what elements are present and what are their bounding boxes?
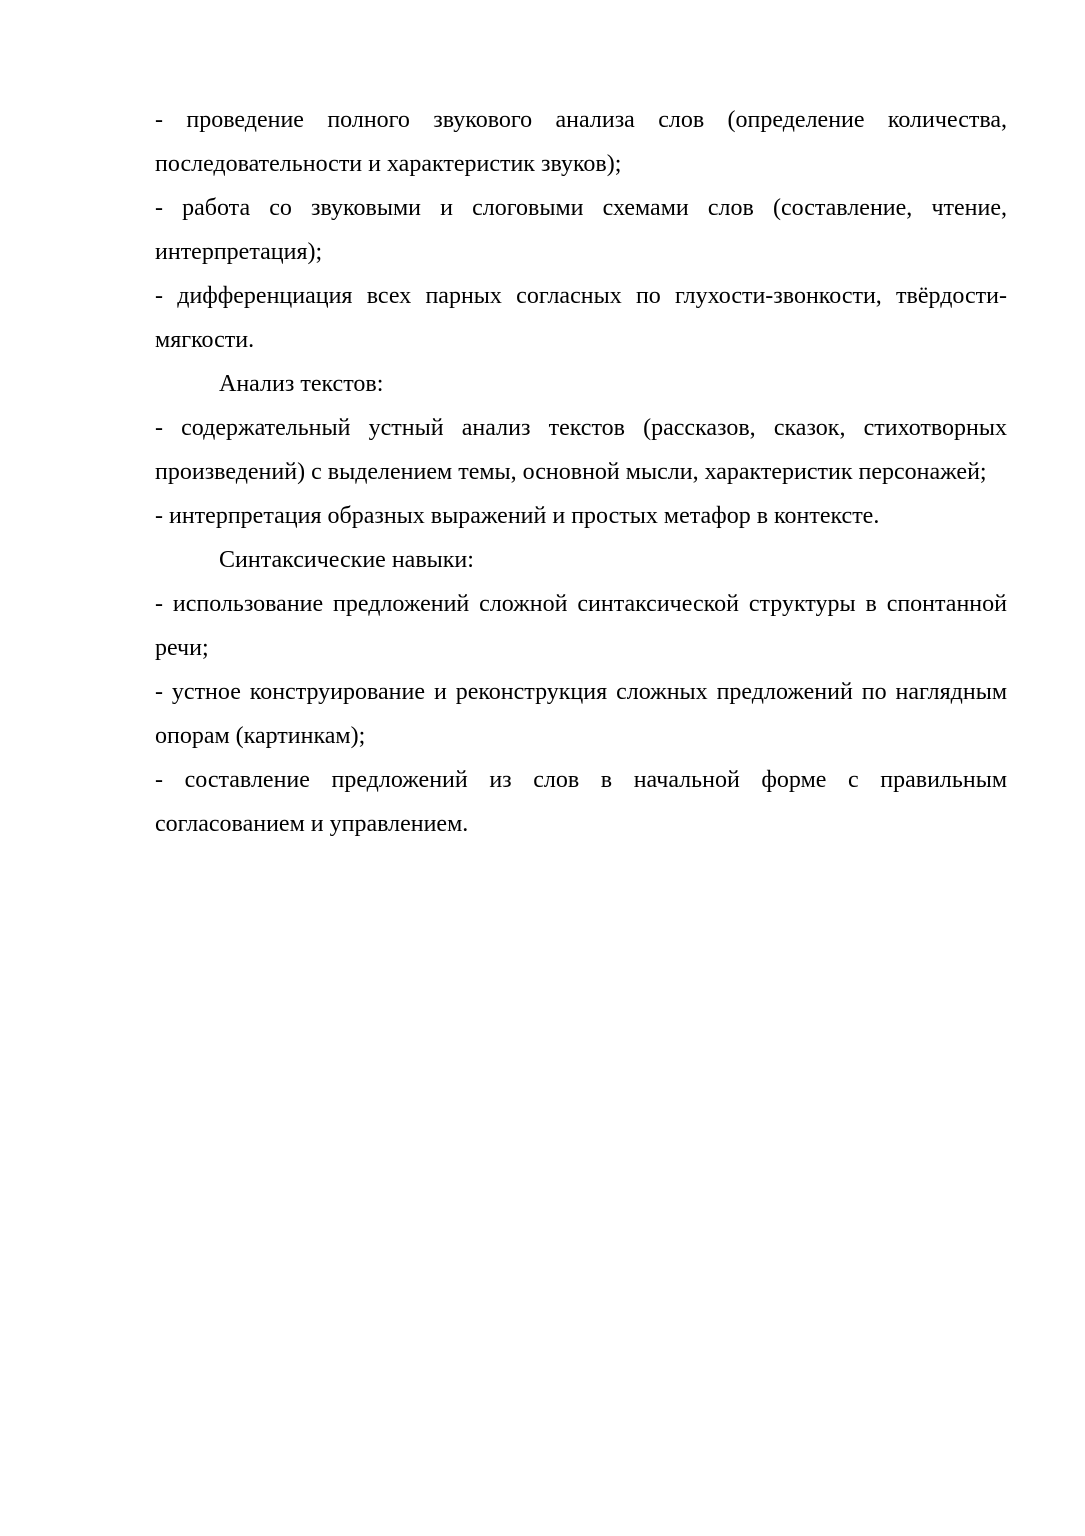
list-item-sentence-construction: - устное конструирование и реконструкция сложных предложений по наглядным опорам (картинкам); <box>155 679 1007 749</box>
document-body <box>155 98 1007 846</box>
list-item-consonant-differentiation: - дифференциация всех парных согласных по глухости-звонкости, твёрдости-мягкости. <box>155 283 1007 353</box>
section-heading-syntax-skills: Синтаксические навыки: <box>219 547 474 573</box>
section-heading-text-analysis: Анализ текстов: <box>219 371 384 397</box>
list-item-oral-text-analysis: - содержательный устный анализ текстов (рассказов, сказок, стихотворных произведений) с выделением темы, основной мысли, характеристик персонажей; <box>155 415 1007 485</box>
list-item-figurative-expressions: - интерпретация образных выражений и простых метафор в контексте. <box>155 503 880 529</box>
list-item-sound-schemes: - работа со звуковыми и слоговыми схемами слов (составление, чтение, интерпретация); <box>155 195 1007 265</box>
list-item-sound-analysis: - проведение полного звукового анализа слов (определение количества, последовательности и характеристик звуков); <box>155 107 1007 177</box>
list-item-complex-sentences-usage: - использование предложений сложной синтаксической структуры в спонтанной речи; <box>155 591 1007 661</box>
list-item-sentence-composition: - составление предложений из слов в начальной форме с правильным согласованием и управлением. <box>155 767 1007 837</box>
